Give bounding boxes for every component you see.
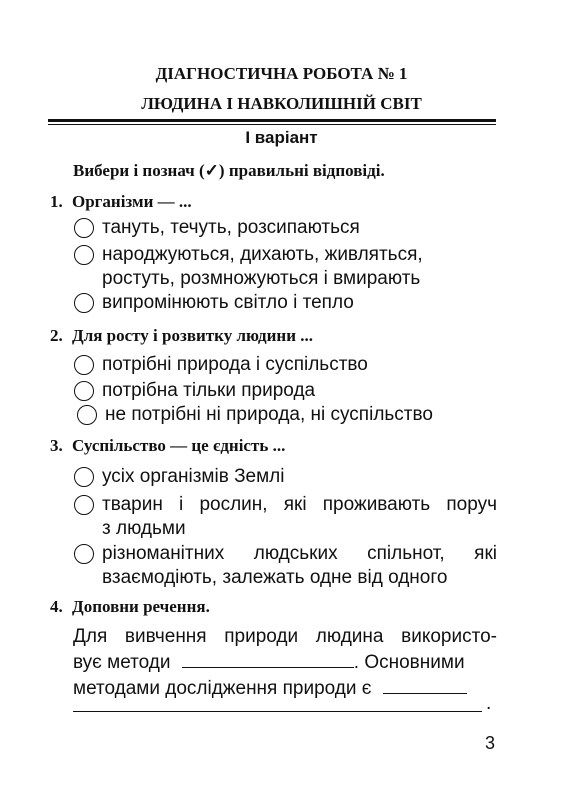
fill-sentence-line-2 <box>73 650 497 675</box>
option-text: не потрібні ні природа, ні суспільство <box>105 404 433 425</box>
blank-field-main-methods[interactable] <box>383 679 467 694</box>
question-number: 2. <box>50 326 63 345</box>
blank-field-full-line[interactable] <box>73 711 482 712</box>
question-text: Доповни речення. <box>72 597 210 616</box>
answer-radio-2b[interactable] <box>74 381 94 401</box>
answer-radio-1a[interactable] <box>74 218 94 238</box>
fill-text: . Основними <box>353 652 465 673</box>
question-number: 1. <box>50 192 63 211</box>
question-text: Організми — ... <box>72 192 192 211</box>
option-text: потрібна тільки природа <box>102 380 316 401</box>
answer-radio-3c[interactable] <box>74 544 94 564</box>
question-number: 3. <box>50 436 63 455</box>
answer-radio-1c[interactable] <box>74 293 94 313</box>
option-text: тануть, течуть, розсипаються <box>102 217 360 238</box>
page-number: 3 <box>484 733 495 753</box>
option-text: різноманітних людських спільнот, які <box>102 543 497 564</box>
fill-text: методами дослідження природи є <box>73 678 372 699</box>
question-2 <box>50 326 313 346</box>
fill-sentence-line-1: Для вивчення природи людина використо- <box>73 626 497 647</box>
variant-label: І варіант <box>245 128 318 147</box>
answer-radio-3a[interactable] <box>74 467 94 487</box>
question-4 <box>50 597 210 617</box>
question-text: Суспільство — це єдність ... <box>72 436 286 455</box>
option-text: народжуються, дихають, живляться, <box>102 244 423 265</box>
question-1 <box>50 192 192 212</box>
header-rule-thick <box>48 119 496 122</box>
option-text: потрібні природа і суспільство <box>102 354 368 375</box>
answer-radio-2a[interactable] <box>74 355 94 375</box>
option-text-continued: взаємодіють, залежать одне від одного <box>102 567 448 588</box>
option-text-continued: ростуть, розмножуються і вмирають <box>102 268 421 289</box>
question-text: Для росту і розвитку людини ... <box>72 326 313 345</box>
answer-radio-3b[interactable] <box>74 495 94 515</box>
fill-sentence-line-3 <box>73 676 497 701</box>
option-text: усіх організмів Землі <box>102 466 285 487</box>
fill-text: вує методи <box>73 652 171 673</box>
worksheet-subtitle: ЛЮДИНА І НАВКОЛИШНІЙ СВІТ <box>141 94 422 113</box>
header-rule-thin <box>48 124 496 125</box>
instruction-text: Вибери і познач (✓) правильні відповіді. <box>73 161 385 180</box>
answer-radio-1b[interactable] <box>74 245 94 265</box>
sentence-end-period: . <box>486 693 492 714</box>
option-text: випромінюють світло і тепло <box>102 292 354 313</box>
question-number: 4. <box>50 597 63 616</box>
answer-radio-2c[interactable] <box>77 405 97 425</box>
option-text-continued: з людьми <box>102 518 186 539</box>
blank-field-methods[interactable] <box>182 653 354 668</box>
question-3 <box>50 436 285 456</box>
option-text: тварин і рослин, які проживають поруч <box>102 494 497 515</box>
worksheet-title: ДІАГНОСТИЧНА РОБОТА № 1 <box>155 64 408 83</box>
